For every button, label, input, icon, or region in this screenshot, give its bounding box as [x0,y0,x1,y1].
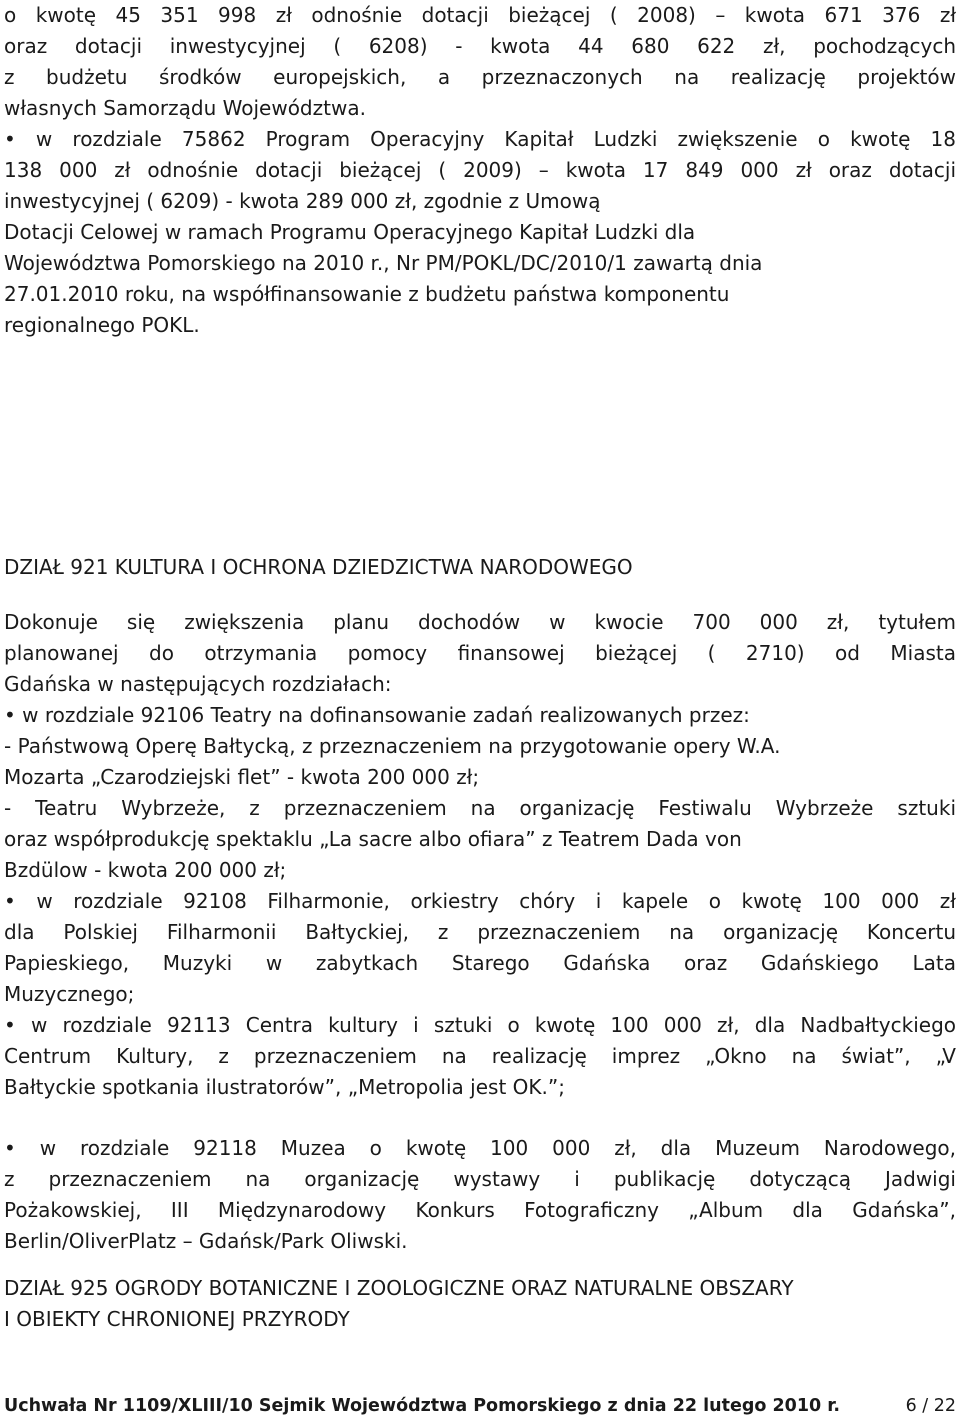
section-heading-continued: I OBIEKTY CHRONIONEJ PRZYRODY [4,1307,350,1331]
text-line: dla Polskiej Filharmonii Bałtyckiej, z przeznaczeniem na organizację Koncertu [4,920,956,944]
text-line: Bałtyckie spotkania ilustratorów”, „Metropolia jest OK.”; [4,1075,565,1099]
text-line: oraz współprodukcję spektaklu „La sacre albo ofiara” z Teatrem Dada von [4,827,742,851]
footer-document-title: Uchwała Nr 1109/XLIII/10 Sejmik Województwa Pomorskiego z dnia 22 lutego 2010 r. [4,1396,841,1416]
text-line: oraz dotacji inwestycyjnej ( 6208) - kwota 44 680 622 zł, pochodzących [4,34,956,58]
text-line: Muzycznego; [4,982,135,1006]
bullet-item: • w rozdziale 92113 Centra kultury i sztuki o kwotę 100 000 zł, dla Nadbałtyckiego [4,1013,956,1037]
text-line: Gdańska w następujących rozdziałach: [4,672,392,696]
bullet-item: • w rozdziale 92108 Filharmonie, orkiestry chóry i kapele o kwotę 100 000 zł [4,889,956,913]
bullet-item: • w rozdziale 92106 Teatry na dofinansowanie zadań realizowanych przez: [4,703,750,727]
text-line: Dotacji Celowej w ramach Programu Operacyjnego Kapitał Ludzki dla [4,220,696,244]
text-line: z budżetu środków europejskich, a przeznaczonych na realizację projektów [4,65,956,89]
text-line: Bzdülow - kwota 200 000 zł; [4,858,287,882]
section-heading: DZIAŁ 925 OGRODY BOTANICZNE I ZOOLOGICZNE ORAZ NATURALNE OBSZARY [4,1276,794,1300]
bullet-item: • w rozdziale 92118 Muzea o kwotę 100 000 zł, dla Muzeum Narodowego, [4,1136,956,1160]
text-line: 27.01.2010 roku, na współfinansowanie z budżetu państwa komponentu [4,282,730,306]
text-line: regionalnego POKL. [4,313,200,337]
text-line: 138 000 zł odnośnie dotacji bieżącej ( 2009) – kwota 17 849 000 zł oraz dotacji [4,158,956,182]
page-number: 6 / 22 [905,1396,956,1416]
bullet-item: • w rozdziale 75862 Program Operacyjny Kapitał Ludzki zwiększenie o kwotę 18 [4,127,956,151]
text-line: Mozarta „Czarodziejski flet” - kwota 200 000 zł; [4,765,480,789]
text-line: inwestycyjnej ( 6209) - kwota 289 000 zł, zgodnie z Umową [4,189,601,213]
text-line: Województwa Pomorskiego na 2010 r., Nr PM/POKL/DC/2010/1 zawartą dnia [4,251,763,275]
section-heading: DZIAŁ 921 KULTURA I OCHRONA DZIEDZICTWA NARODOWEGO [4,555,633,579]
text-line: - Teatru Wybrzeże, z przeznaczeniem na organizację Festiwalu Wybrzeże sztuki [4,796,956,820]
text-line: Berlin/OliverPlatz – Gdańsk/Park Oliwski. [4,1229,408,1253]
text-line: planowanej do otrzymania pomocy finansowej bieżącej ( 2710) od Miasta [4,641,956,665]
text-line: Pożakowskiej, III Międzynarodowy Konkurs Fotograficzny „Album dla Gdańska”, [4,1198,956,1222]
text-line: z przeznaczeniem na organizację wystawy i publikację dotyczącą Jadwigi [4,1167,956,1191]
page-footer [4,1396,956,1418]
text-line: Papieskiego, Muzyki w zabytkach Starego Gdańska oraz Gdańskiego Lata [4,951,956,975]
text-line: - Państwową Operę Bałtycką, z przeznaczeniem na przygotowanie opery W.A. [4,734,781,758]
text-line: o kwotę 45 351 998 zł odnośnie dotacji bieżącej ( 2008) – kwota 671 376 zł [4,3,956,27]
text-line: Dokonuje się zwiększenia planu dochodów w kwocie 700 000 zł, tytułem [4,610,956,634]
text-line: Centrum Kultury, z przeznaczeniem na realizację imprez „Okno na świat”, „V [4,1044,956,1068]
text-line: własnych Samorządu Województwa. [4,96,366,120]
